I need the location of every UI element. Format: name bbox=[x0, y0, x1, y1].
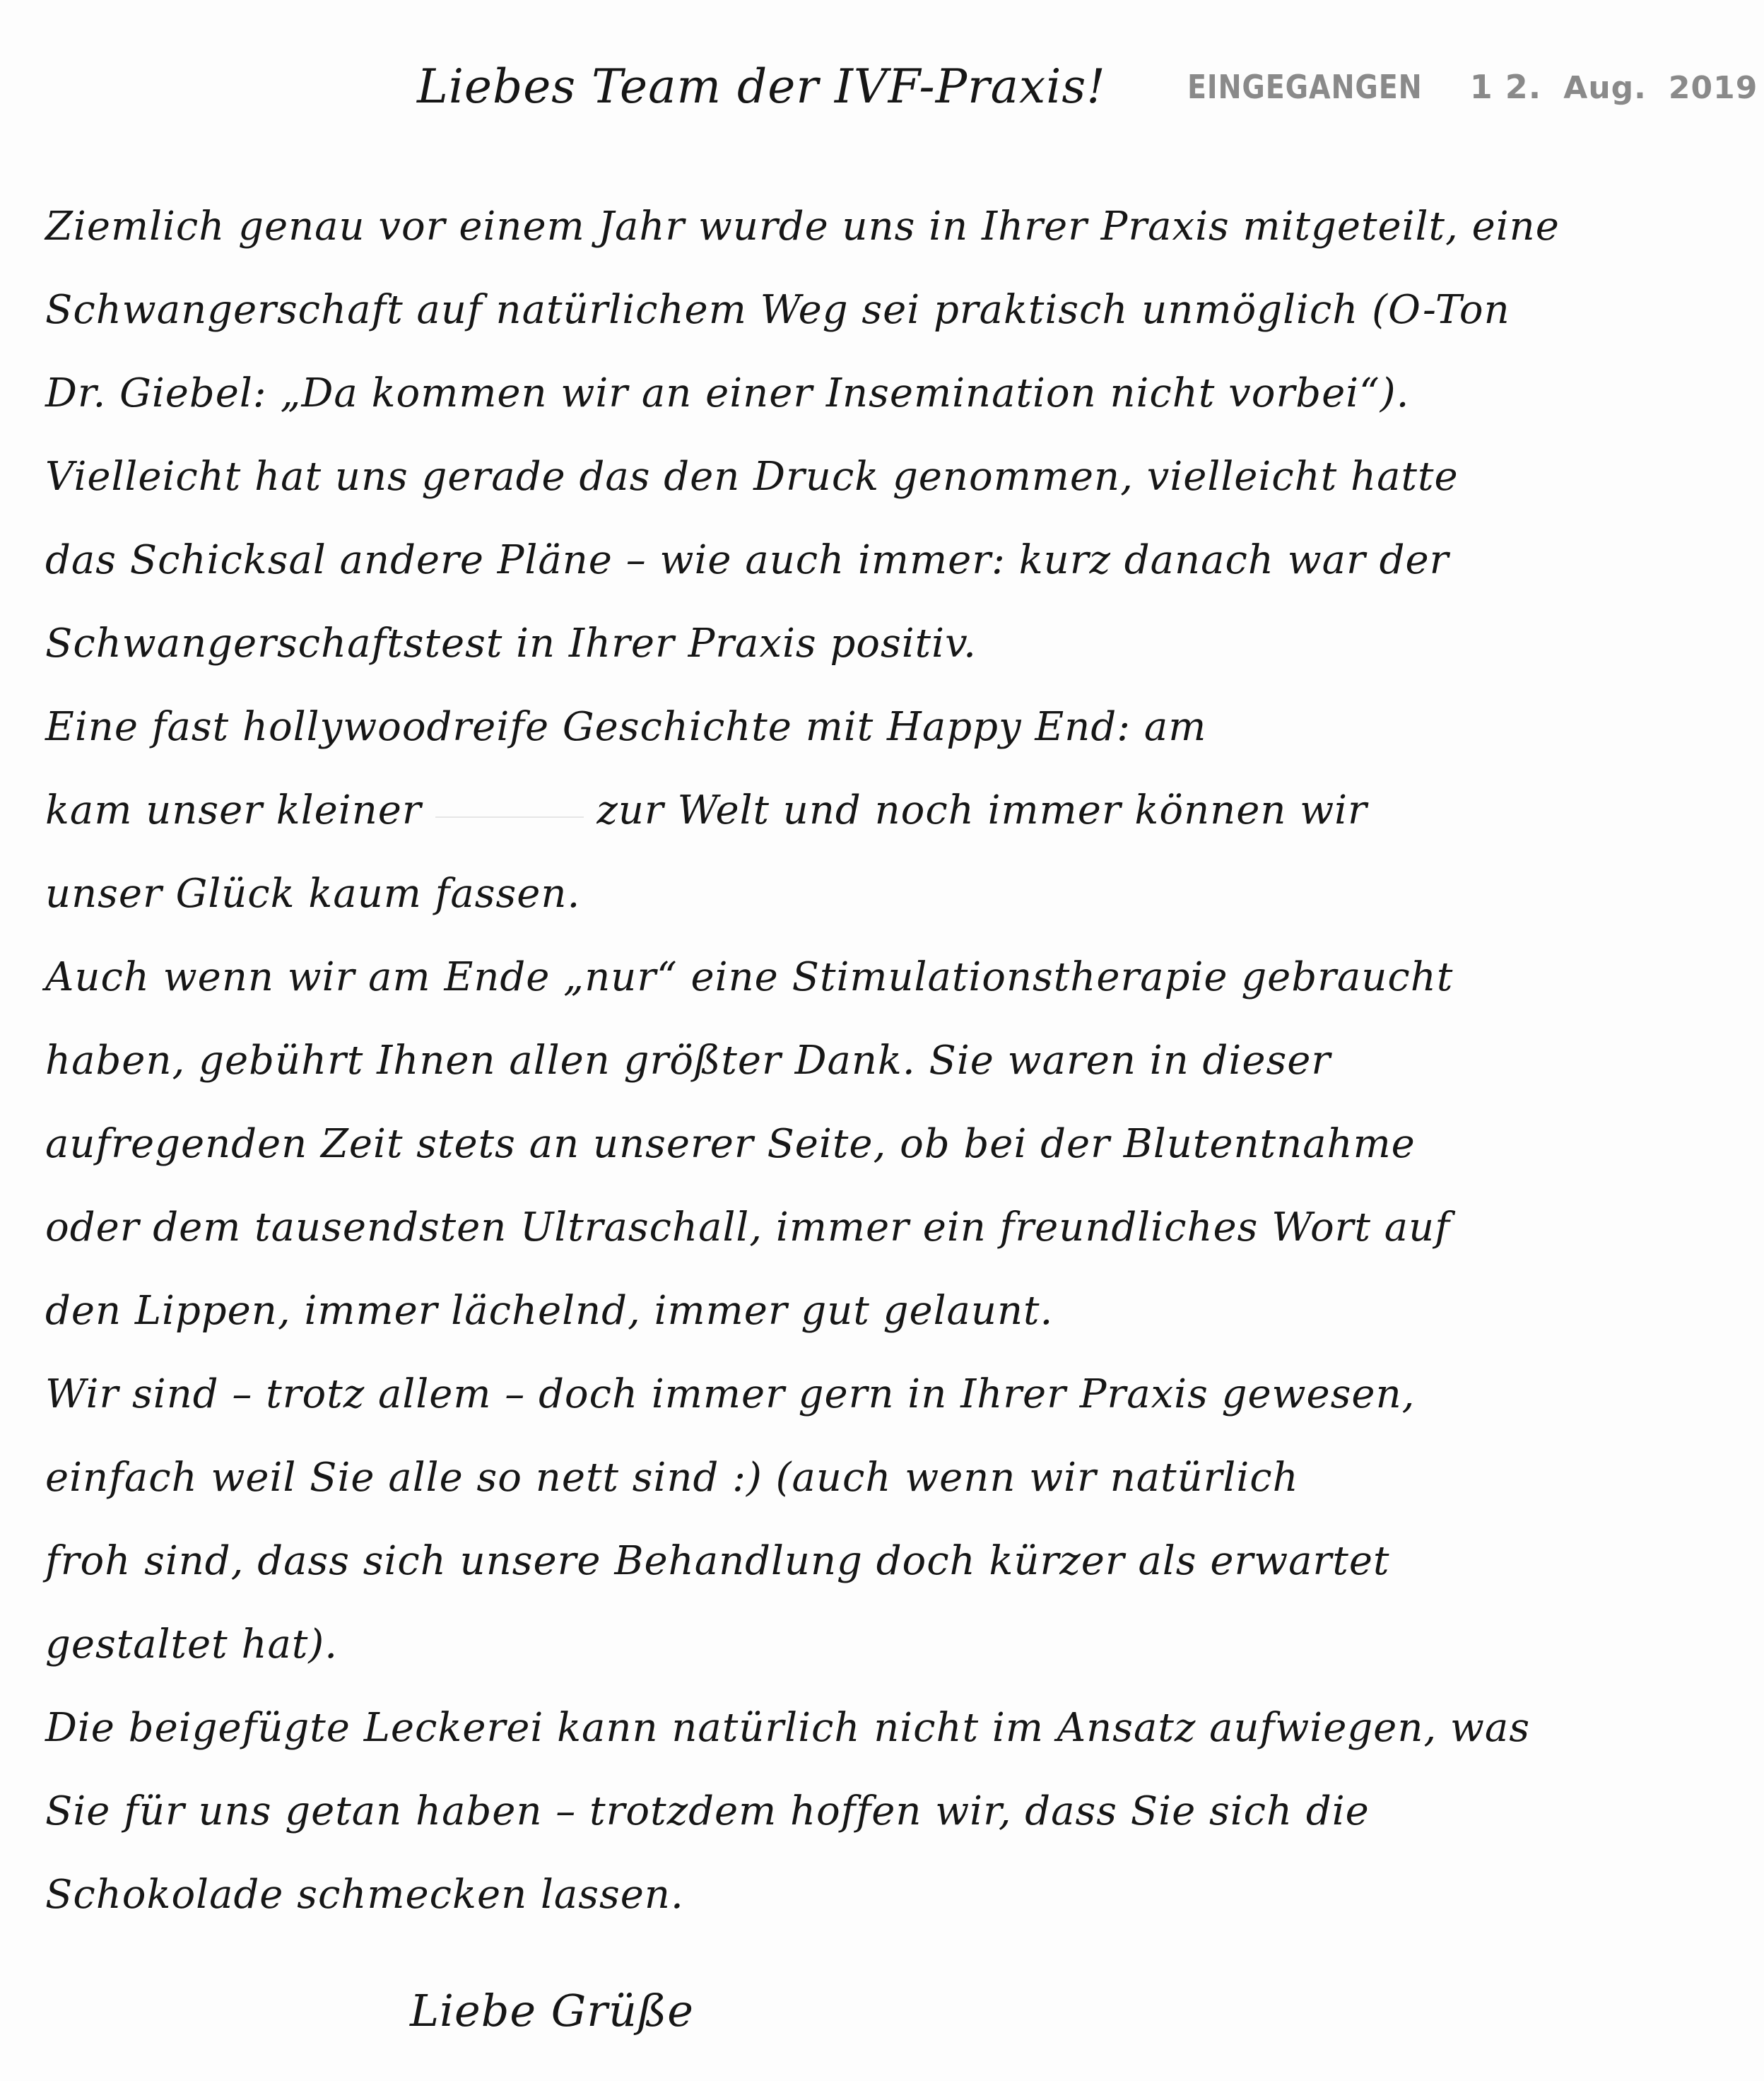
letter-line: Schwangerschaft auf natürlichem Weg sei praktisch unmöglich (O-Ton bbox=[45, 287, 1510, 333]
letter-line-segment: zur Welt und noch immer können wir bbox=[596, 787, 1368, 833]
letter-line: unser Glück kaum fassen. bbox=[45, 871, 581, 917]
closing: Liebe Grüße bbox=[410, 1985, 694, 2036]
letter-line: Vielleicht hat uns gerade das den Druck genommen, vielleicht hatte bbox=[45, 454, 1459, 500]
letter-line: das Schicksal andere Pläne – wie auch immer: kurz danach war der bbox=[45, 537, 1450, 583]
stamp-day: 1 2. bbox=[1469, 68, 1542, 106]
letter-line: haben, gebührt Ihnen allen größter Dank. Sie waren in dieser bbox=[45, 1038, 1331, 1084]
stamp-label: EINGEGANGEN bbox=[1187, 68, 1423, 106]
letter-line: Schokolade schmecken lassen. bbox=[45, 1872, 684, 1918]
letter-line: Ziemlich genau vor einem Jahr wurde uns in Ihrer Praxis mitgeteilt, eine bbox=[45, 204, 1560, 250]
letter-line: Eine fast hollywoodreife Geschichte mit Happy End: am bbox=[45, 704, 1207, 750]
letter-line: Sie für uns getan haben – trotzdem hoffen wir, dass Sie sich die bbox=[45, 1788, 1370, 1834]
letter-line: den Lippen, immer lächelnd, immer gut gelaunt. bbox=[45, 1288, 1054, 1334]
letter-line: Schwangerschaftstest in Ihrer Praxis positiv. bbox=[45, 621, 977, 667]
letter-line: Wir sind – trotz allem – doch immer gern in Ihrer Praxis gewesen, bbox=[45, 1371, 1416, 1417]
letter-line: oder dem tausendsten Ultraschall, immer ein freundliches Wort auf bbox=[45, 1204, 1450, 1250]
received-stamp bbox=[1187, 68, 1758, 106]
letter-line: Dr. Giebel: „Da kommen wir an einer Insemination nicht vorbei“). bbox=[45, 370, 1410, 416]
letter-line: gestaltet hat). bbox=[45, 1622, 339, 1667]
stamp-year: 2019 bbox=[1668, 70, 1758, 106]
salutation: Liebes Team der IVF-Praxis! bbox=[417, 59, 1106, 114]
letter-line-segment: kam unser kleiner bbox=[45, 787, 422, 833]
letter-body bbox=[45, 185, 1727, 1937]
letter-line-with-blank bbox=[45, 769, 1727, 852]
letter-line: Die beigefügte Leckerei kann natürlich nicht im Ansatz aufwiegen, was bbox=[45, 1705, 1531, 1751]
letter-line: aufregenden Zeit stets an unserer Seite, ob bei der Blutentnahme bbox=[45, 1121, 1416, 1167]
letter-line: Auch wenn wir am Ende „nur“ eine Stimulationstherapie gebraucht bbox=[45, 954, 1454, 1000]
letter-line: froh sind, dass sich unsere Behandlung doch kürzer als erwartet bbox=[45, 1538, 1390, 1584]
letter-line: einfach weil Sie alle so nett sind :) (auch wenn wir natürlich bbox=[45, 1455, 1299, 1501]
redacted-name-blank bbox=[435, 809, 584, 818]
stamp-month: Aug. bbox=[1563, 70, 1647, 106]
